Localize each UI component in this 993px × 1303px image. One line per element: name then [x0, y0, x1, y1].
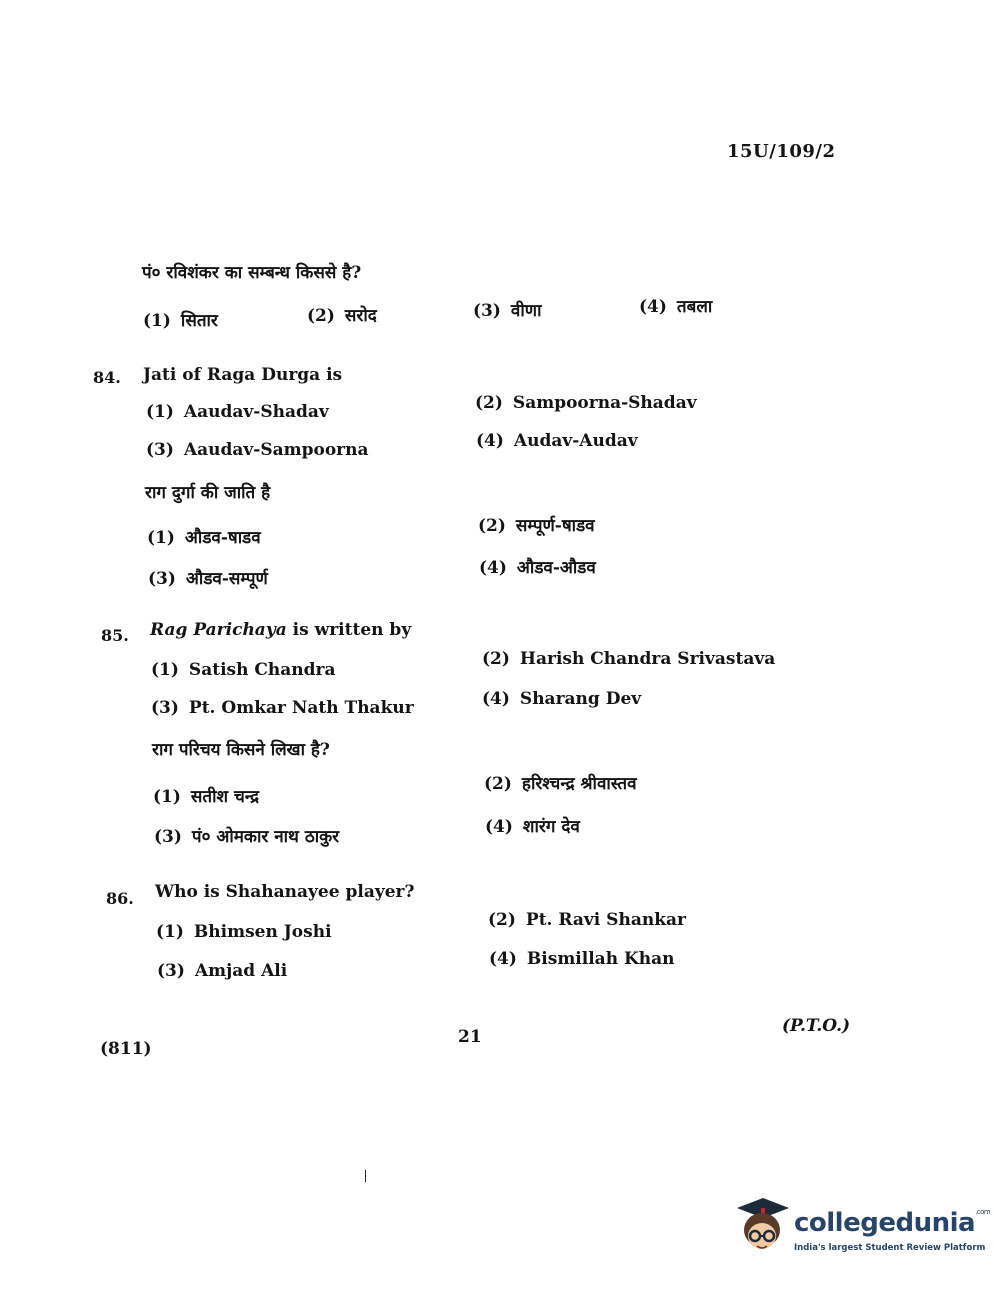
q86-option-3: (3) Amjad Ali [157, 961, 288, 981]
q84-hindi-option-3: (3) औडव-सम्पूर्ण [148, 569, 268, 589]
q86-question: Who is Shahanayee player? [155, 882, 415, 902]
q85-hindi-question: राग परिचय किसने लिखा है? [152, 740, 330, 760]
q85-hindi-option-3: (3) पं० ओमकार नाथ ठाकुर [154, 827, 340, 847]
q85-option-1: (1) Satish Chandra [151, 660, 336, 680]
q85-option-3: (3) Pt. Omkar Nath Thakur [151, 698, 414, 718]
q84-option-2: (2) Sampoorna-Shadav [475, 393, 697, 413]
set-code: (811) [100, 1039, 152, 1059]
q83-hindi-question: पं० रविशंकर का सम्बन्ध किससे है? [142, 263, 362, 283]
q85-option-2: (2) Harish Chandra Srivastava [482, 649, 776, 669]
q85-option-4: (4) Sharang Dev [482, 689, 642, 709]
logo-domain: .com [975, 1208, 991, 1216]
page-number: 21 [458, 1027, 482, 1047]
q84-option-1: (1) Aaudav-Shadav [146, 402, 329, 422]
q85-hindi-option-1: (1) सतीश चन्द्र [153, 787, 260, 807]
q84-hindi-option-1: (1) औडव-षाडव [147, 528, 261, 548]
scan-mark [365, 1170, 366, 1182]
q83-hindi-option-2: (2) सरोद [307, 306, 377, 326]
q86-option-4: (4) Bismillah Khan [489, 949, 675, 969]
q83-hindi-option-3: (3) वीणा [473, 301, 542, 321]
logo-tagline: India's largest Student Review Platform [794, 1243, 986, 1253]
q86-option-1: (1) Bhimsen Joshi [156, 922, 332, 942]
q84-hindi-question: राग दुर्गा की जाति है [145, 483, 271, 503]
q85-hindi-option-4: (4) शारंग देव [485, 817, 580, 837]
pto-label: (P.T.O.) [782, 1016, 851, 1036]
q85-number: 85. [101, 626, 129, 645]
q84-question: Jati of Raga Durga is [143, 365, 343, 385]
q86-option-2: (2) Pt. Ravi Shankar [488, 910, 686, 930]
collegedunia-logo[interactable] [735, 1196, 991, 1256]
q83-hindi-option-1: (1) सितार [143, 311, 218, 331]
q86-number: 86. [106, 889, 134, 908]
paper-code: 15U/109/2 [727, 141, 836, 162]
q84-number: 84. [93, 368, 121, 387]
q83-hindi-option-4: (4) तबला [639, 297, 713, 317]
q85-question: Rag Parichaya is written by [150, 620, 412, 640]
q84-option-4: (4) Audav-Audav [476, 431, 638, 451]
mascot-icon [735, 1196, 791, 1256]
q85-hindi-option-2: (2) हरिश्चन्द्र श्रीवास्तव [484, 774, 637, 794]
logo-wordmark: collegedunia [794, 1208, 976, 1238]
q84-hindi-option-4: (4) औडव-औडव [479, 558, 596, 578]
q84-hindi-option-2: (2) सम्पूर्ण-षाडव [478, 516, 595, 536]
q84-option-3: (3) Aaudav-Sampoorna [146, 440, 369, 460]
q85-book-title: Rag Parichaya [150, 620, 287, 640]
